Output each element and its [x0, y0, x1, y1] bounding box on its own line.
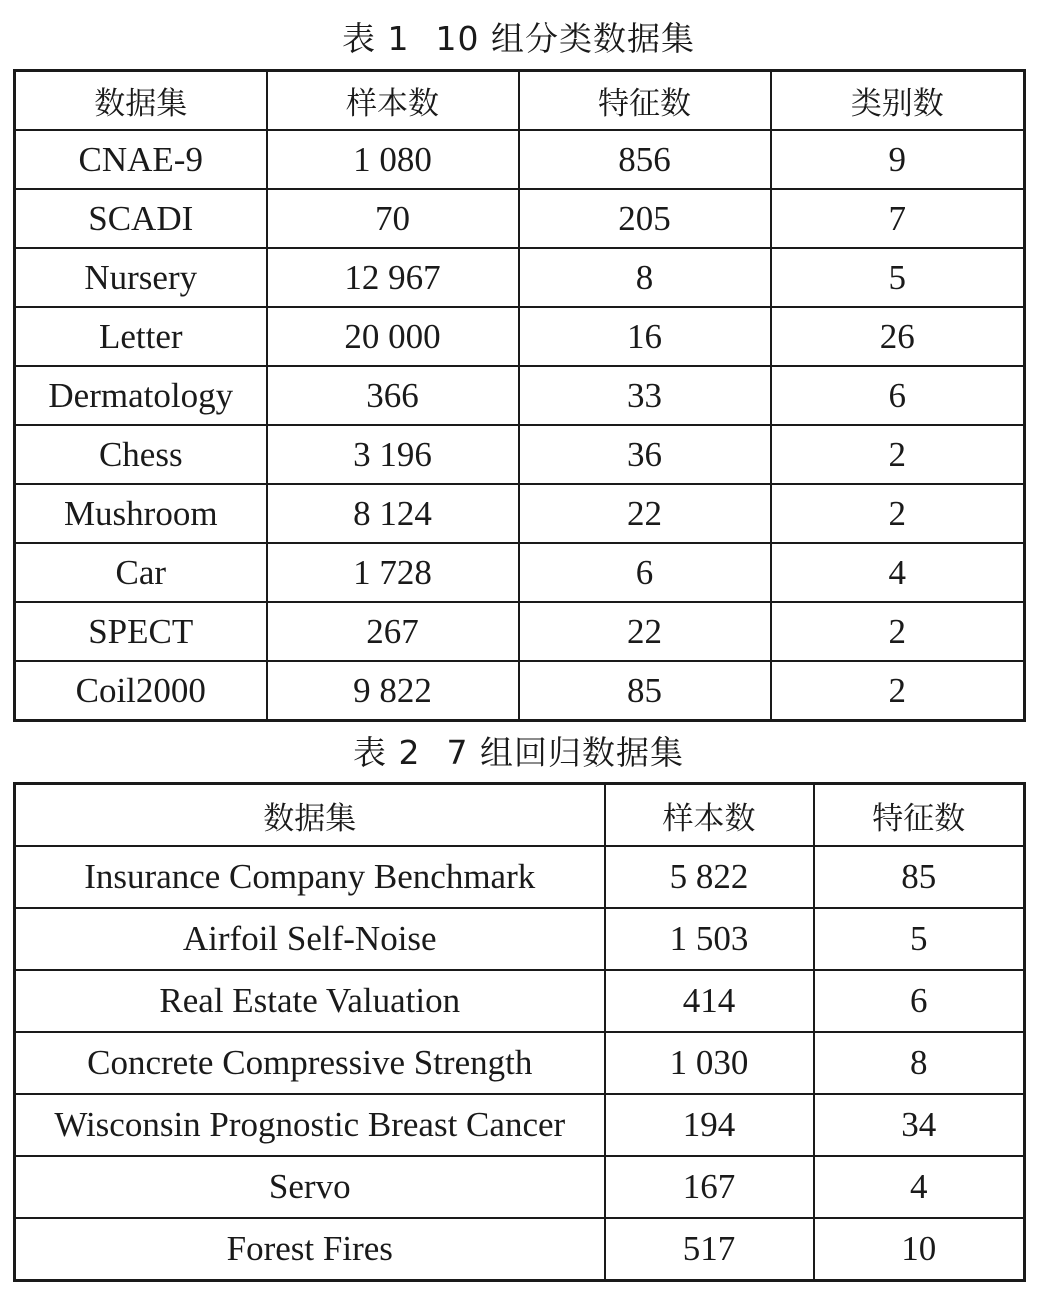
cell-dataset: Coil2000 [15, 661, 267, 721]
table2-body [15, 846, 1025, 1281]
cell-classes: 2 [771, 661, 1025, 721]
cell-samples: 9 822 [267, 661, 519, 721]
cell-dataset: Servo [15, 1156, 605, 1218]
table-row [15, 602, 1025, 661]
cell-dataset: SCADI [15, 189, 267, 248]
cell-classes: 2 [771, 425, 1025, 484]
cell-samples: 20 000 [267, 307, 519, 366]
table-row [15, 366, 1025, 425]
table-row [15, 1156, 1025, 1218]
table-row [15, 908, 1025, 970]
table-header-row [15, 71, 1025, 131]
cell-samples: 70 [267, 189, 519, 248]
cell-samples: 1 503 [605, 908, 814, 970]
classification-datasets-table [13, 69, 1026, 722]
cell-features: 856 [519, 130, 771, 189]
cell-samples: 267 [267, 602, 519, 661]
cell-features: 85 [814, 846, 1025, 908]
cell-classes: 5 [771, 248, 1025, 307]
column-header-classes: 类别数 [771, 71, 1025, 131]
table-row [15, 1218, 1025, 1281]
column-header-features: 特征数 [519, 71, 771, 131]
cell-samples: 1 030 [605, 1032, 814, 1094]
cell-samples: 8 124 [267, 484, 519, 543]
regression-datasets-table [13, 782, 1026, 1282]
cell-classes: 2 [771, 484, 1025, 543]
cell-dataset: Airfoil Self-Noise [15, 908, 605, 970]
table2-caption-title: 7 组回归数据集 [446, 733, 684, 772]
cell-features: 8 [814, 1032, 1025, 1094]
table1-caption-label: 表 1 [342, 19, 410, 58]
cell-samples: 5 822 [605, 846, 814, 908]
table-row [15, 1094, 1025, 1156]
cell-samples: 517 [605, 1218, 814, 1281]
cell-dataset: Real Estate Valuation [15, 970, 605, 1032]
table-row [15, 970, 1025, 1032]
cell-classes: 4 [771, 543, 1025, 602]
cell-features: 8 [519, 248, 771, 307]
cell-samples: 1 080 [267, 130, 519, 189]
cell-samples: 414 [605, 970, 814, 1032]
cell-features: 10 [814, 1218, 1025, 1281]
cell-samples: 1 728 [267, 543, 519, 602]
table-row [15, 846, 1025, 908]
table-row [15, 1032, 1025, 1094]
cell-samples: 167 [605, 1156, 814, 1218]
cell-classes: 26 [771, 307, 1025, 366]
cell-dataset: Concrete Compressive Strength [15, 1032, 605, 1094]
table2-caption [0, 733, 1037, 772]
cell-features: 5 [814, 908, 1025, 970]
cell-features: 22 [519, 602, 771, 661]
table-row [15, 425, 1025, 484]
cell-dataset: Mushroom [15, 484, 267, 543]
cell-classes: 6 [771, 366, 1025, 425]
cell-samples: 194 [605, 1094, 814, 1156]
cell-dataset: Dermatology [15, 366, 267, 425]
cell-dataset: Nursery [15, 248, 267, 307]
cell-samples: 3 196 [267, 425, 519, 484]
column-header-features: 特征数 [814, 784, 1025, 847]
column-header-samples: 样本数 [605, 784, 814, 847]
table-row [15, 189, 1025, 248]
cell-samples: 12 967 [267, 248, 519, 307]
column-header-dataset: 数据集 [15, 71, 267, 131]
cell-dataset: SPECT [15, 602, 267, 661]
cell-dataset: Insurance Company Benchmark [15, 846, 605, 908]
table2-caption-label: 表 2 [353, 733, 421, 772]
cell-dataset: Wisconsin Prognostic Breast Cancer [15, 1094, 605, 1156]
cell-features: 6 [814, 970, 1025, 1032]
cell-features: 4 [814, 1156, 1025, 1218]
cell-features: 16 [519, 307, 771, 366]
table-header-row [15, 784, 1025, 847]
cell-dataset: Car [15, 543, 267, 602]
cell-features: 85 [519, 661, 771, 721]
table1-body [15, 130, 1025, 721]
cell-features: 205 [519, 189, 771, 248]
cell-dataset: Chess [15, 425, 267, 484]
cell-features: 33 [519, 366, 771, 425]
cell-features: 36 [519, 425, 771, 484]
cell-features: 34 [814, 1094, 1025, 1156]
table1-caption [0, 19, 1037, 58]
cell-classes: 9 [771, 130, 1025, 189]
table-row [15, 248, 1025, 307]
cell-features: 22 [519, 484, 771, 543]
cell-samples: 366 [267, 366, 519, 425]
column-header-samples: 样本数 [267, 71, 519, 131]
table-row [15, 130, 1025, 189]
cell-features: 6 [519, 543, 771, 602]
cell-dataset: Forest Fires [15, 1218, 605, 1281]
table-row [15, 484, 1025, 543]
table-row [15, 661, 1025, 721]
table1-caption-title: 10 组分类数据集 [435, 19, 695, 58]
table-row [15, 307, 1025, 366]
cell-dataset: Letter [15, 307, 267, 366]
column-header-dataset: 数据集 [15, 784, 605, 847]
table-row [15, 543, 1025, 602]
cell-classes: 2 [771, 602, 1025, 661]
cell-classes: 7 [771, 189, 1025, 248]
cell-dataset: CNAE-9 [15, 130, 267, 189]
